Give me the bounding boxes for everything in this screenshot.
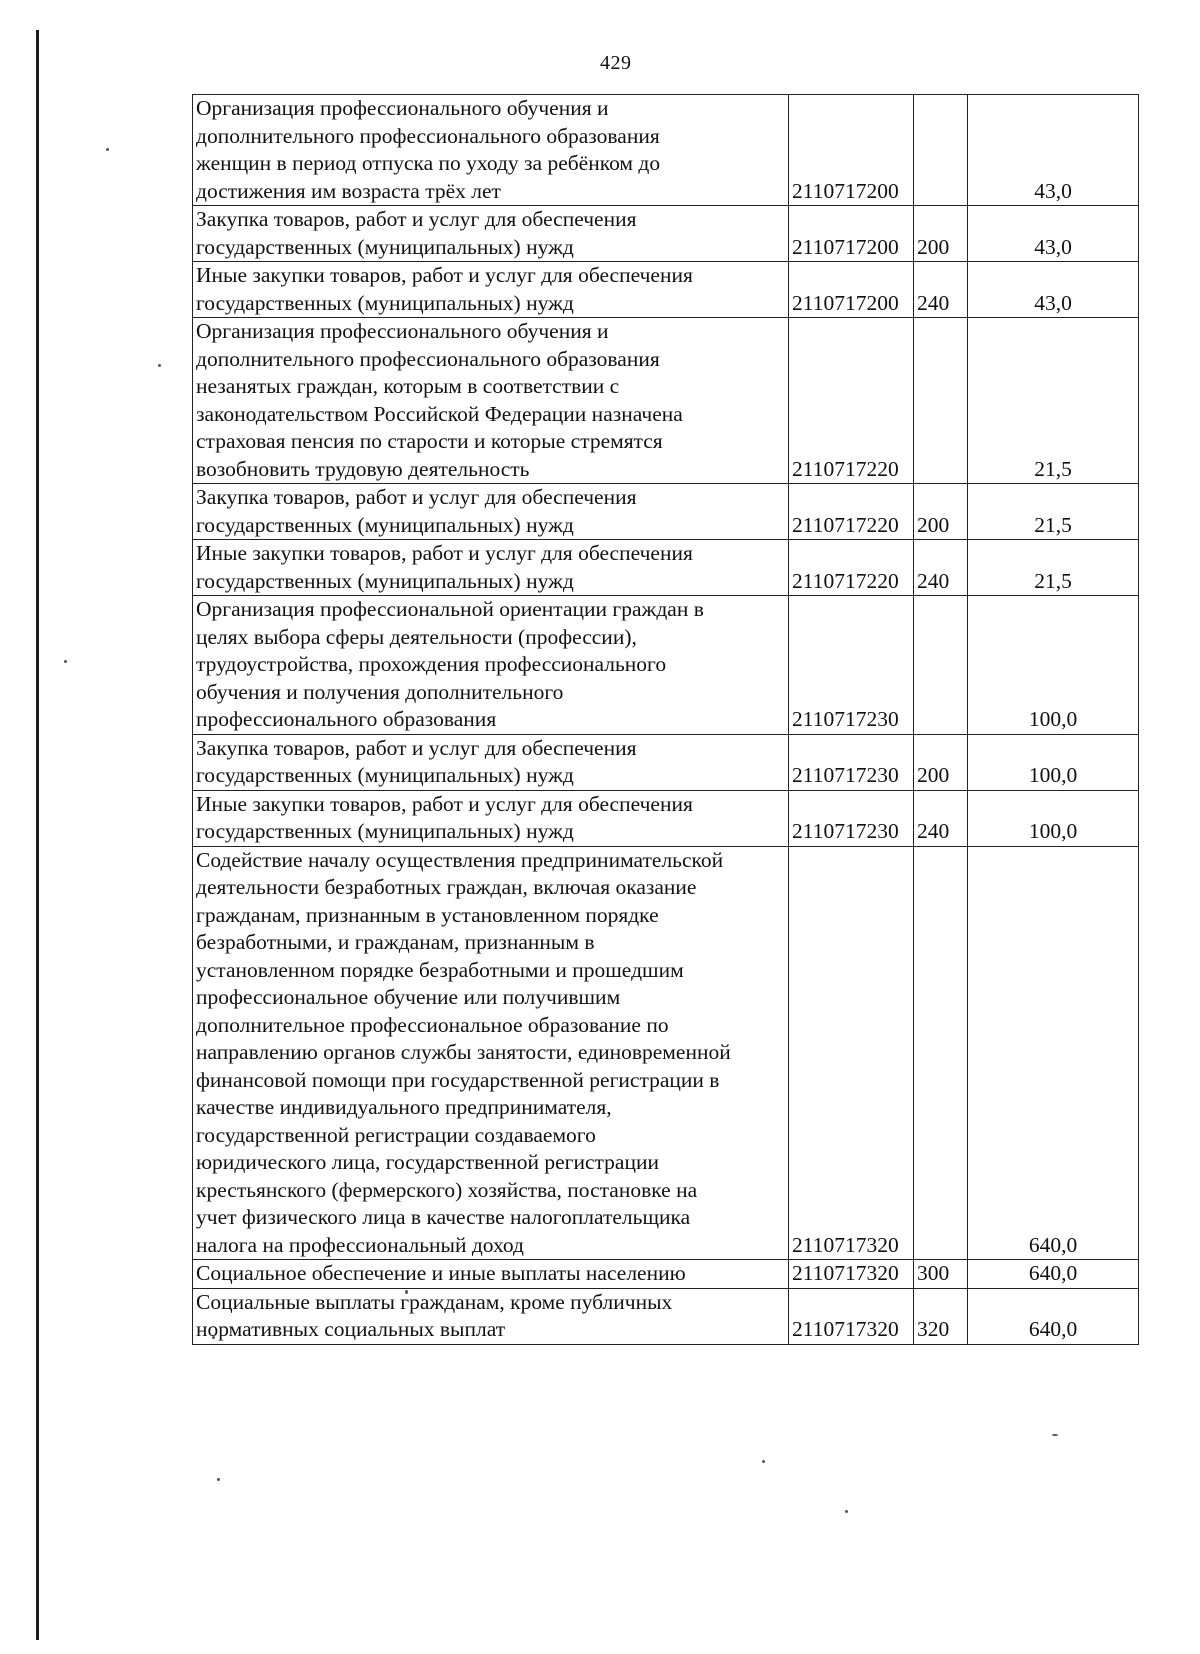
row-amount-cell: 100,0 [968, 790, 1139, 846]
row-code-cell: 2110717200 [789, 262, 914, 318]
row-code-cell: 2110717320 [789, 1288, 914, 1344]
row-amount-cell: 640,0 [968, 1288, 1139, 1344]
row-type-cell: 200 [914, 206, 968, 262]
row-amount-cell: 640,0 [968, 846, 1139, 1260]
row-name-cell: Иные закупки товаров, работ и услуг для обеспечения государственных (муниципальных) нужд [193, 790, 789, 846]
row-type-cell [914, 318, 968, 484]
table-row [193, 1288, 1139, 1344]
row-name-cell: Закупка товаров, работ и услуг для обеспечения государственных (муниципальных) нужд [193, 734, 789, 790]
row-amount-cell: 21,5 [968, 318, 1139, 484]
row-type-cell: 240 [914, 262, 968, 318]
row-name-cell: Социальные выплаты гражданам, кроме публичных нормативных социальных выплат [193, 1288, 789, 1344]
row-code-cell: 2110717230 [789, 596, 914, 735]
row-name-cell: Организация профессиональной ориентации граждан в целях выбора сферы деятельности (профессии), трудоустройства, прохождения профессионального обучения и получения дополнительного профессионального образования [193, 596, 789, 735]
row-type-cell [914, 95, 968, 206]
row-name-cell: Содействие началу осуществления предпринимательской деятельности безработных граждан, включая оказание гражданам, признанным в установленном порядке безработными, и гражданам, признанным в установленном порядке безработными и прошедшим профессиональное обучение или получившим дополнительное профессиональное образование по направлению органов службы занятости, единовременной финансовой помощи при государственной регистрации в качестве индивидуального предпринимателя, государственной регистрации создаваемого юридического лица, государственной регистрации крестьянского (фермерского) хозяйства, постановке на учет физического лица в качестве налогоплательщика налога на профессиональный доход [193, 846, 789, 1260]
row-name-cell: Закупка товаров, работ и услуг для обеспечения государственных (муниципальных) нужд [193, 206, 789, 262]
row-amount-cell: 43,0 [968, 206, 1139, 262]
row-code-cell: 2110717230 [789, 790, 914, 846]
row-code-cell: 2110717200 [789, 206, 914, 262]
row-amount-cell: 21,5 [968, 484, 1139, 540]
row-code-cell: 2110717220 [789, 318, 914, 484]
row-name-cell: Организация профессионального обучения и дополнительного профессионального образования женщин в период отпуска по уходу за ребёнком до достижения им возраста трёх лет [193, 95, 789, 206]
row-type-cell [914, 846, 968, 1260]
row-amount-cell: 100,0 [968, 734, 1139, 790]
row-code-cell: 2110717320 [789, 846, 914, 1260]
table-row [193, 846, 1139, 1260]
page-number: 429 [600, 52, 632, 74]
table-row [193, 95, 1139, 206]
scan-speck [217, 1478, 220, 1481]
row-name-cell: Иные закупки товаров, работ и услуг для обеспечения государственных (муниципальных) нужд [193, 540, 789, 596]
row-amount-cell: 100,0 [968, 596, 1139, 735]
budget-table [192, 94, 1139, 1345]
row-name-cell: Организация профессионального обучения и дополнительного профессионального образования незанятых граждан, которым в соответствии с законодательством Российской Федерации назначена страховая пенсия по старости и которые стремятся возобновить трудовую деятельность [193, 318, 789, 484]
row-name-cell: Иные закупки товаров, работ и услуг для обеспечения государственных (муниципальных) нужд [193, 262, 789, 318]
scan-speck [762, 1460, 765, 1463]
table-row [193, 262, 1139, 318]
table-row [193, 1260, 1139, 1289]
row-code-cell: 2110717200 [789, 95, 914, 206]
row-code-cell: 2110717220 [789, 540, 914, 596]
row-name-cell: Социальное обеспечение и иные выплаты населению [193, 1260, 789, 1289]
row-type-cell: 200 [914, 484, 968, 540]
table-row [193, 734, 1139, 790]
row-type-cell: 300 [914, 1260, 968, 1289]
row-type-cell: 240 [914, 540, 968, 596]
table-row [193, 206, 1139, 262]
row-type-cell [914, 596, 968, 735]
row-code-cell: 2110717230 [789, 734, 914, 790]
table-row [193, 540, 1139, 596]
scan-speck [1052, 1434, 1058, 1436]
row-amount-cell: 21,5 [968, 540, 1139, 596]
table-row [193, 596, 1139, 735]
row-amount-cell: 43,0 [968, 262, 1139, 318]
table-row [193, 790, 1139, 846]
table-row [193, 484, 1139, 540]
row-type-cell: 320 [914, 1288, 968, 1344]
row-type-cell: 200 [914, 734, 968, 790]
row-code-cell: 2110717220 [789, 484, 914, 540]
scan-speck [64, 660, 67, 663]
scan-speck [158, 364, 161, 367]
row-type-cell: 240 [914, 790, 968, 846]
row-name-cell: Закупка товаров, работ и услуг для обеспечения государственных (муниципальных) нужд [193, 484, 789, 540]
row-amount-cell: 640,0 [968, 1260, 1139, 1289]
row-code-cell: 2110717320 [789, 1260, 914, 1289]
scan-edge-line [36, 30, 39, 1640]
scan-speck [106, 148, 109, 151]
scan-speck [845, 1510, 848, 1513]
table-row [193, 318, 1139, 484]
row-amount-cell: 43,0 [968, 95, 1139, 206]
